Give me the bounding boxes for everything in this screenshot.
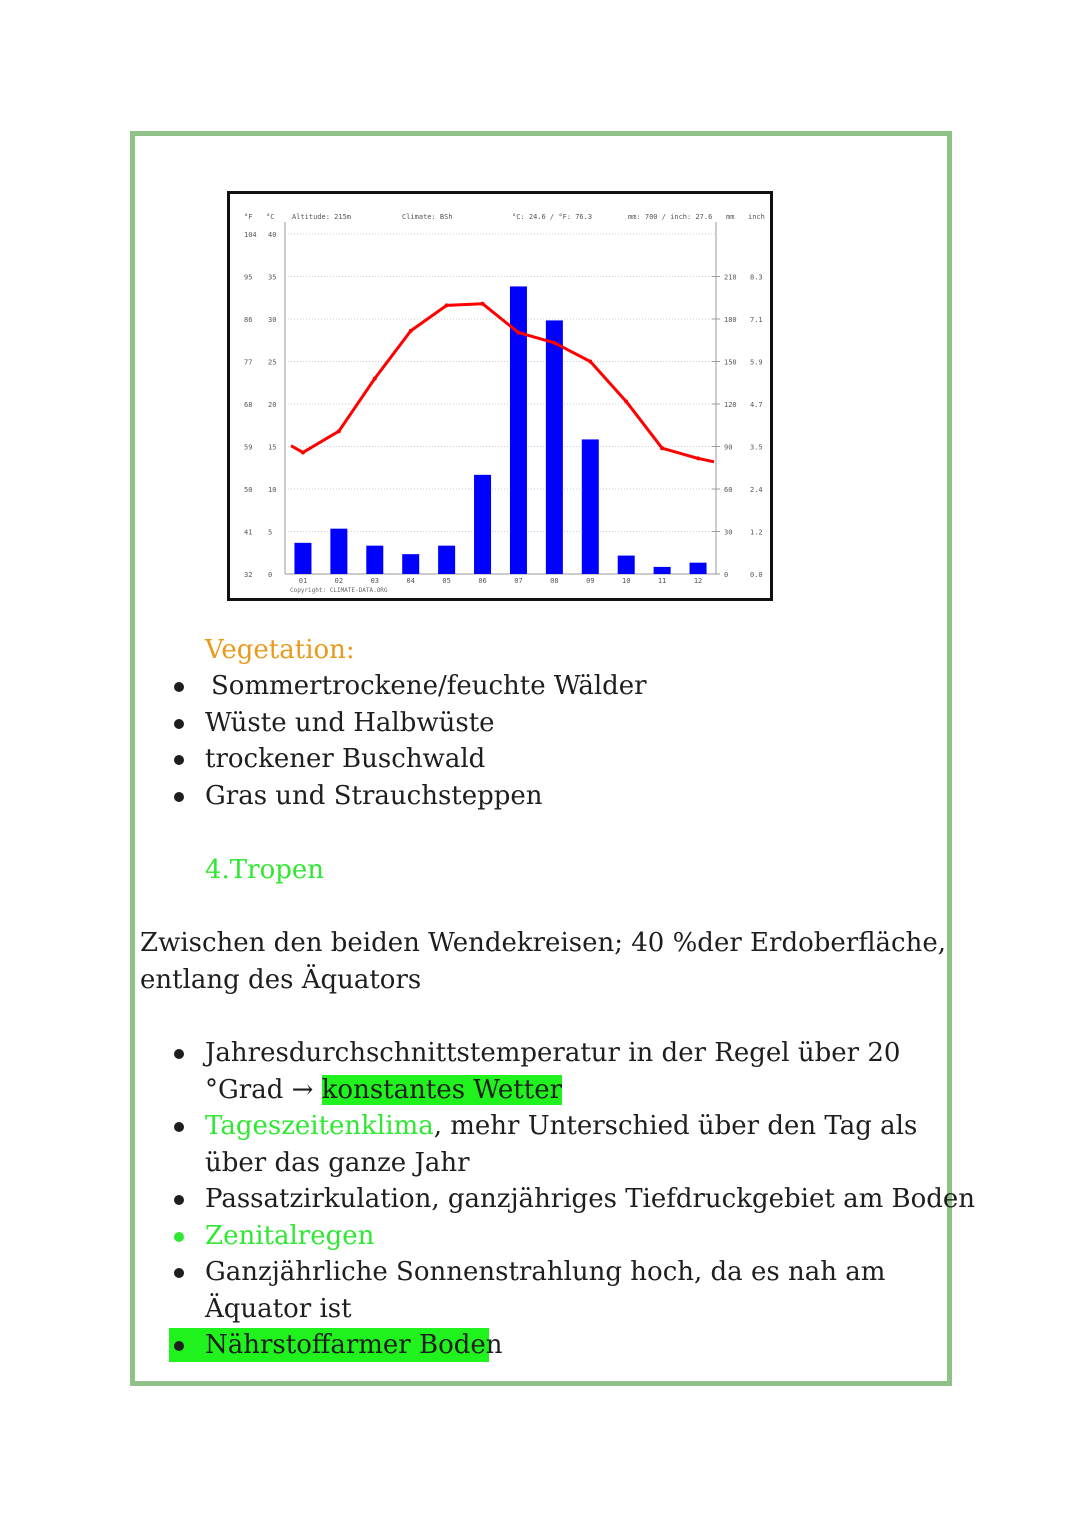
- temperature-point: [660, 446, 664, 450]
- list-item: [205, 1218, 975, 1255]
- month-tick-label: 05: [442, 577, 451, 585]
- celsius-tick-label: 15: [268, 443, 277, 452]
- precipitation-bar: [546, 320, 563, 574]
- climate-chart-svg: [230, 194, 770, 598]
- precipitation-bar: [654, 567, 671, 574]
- month-tick-label: 06: [478, 577, 487, 585]
- list-item-text: Passatzirkulation, ganzjähriges Tiefdruckgebiet am Boden: [205, 1184, 976, 1214]
- celsius-tick-label: 20: [268, 401, 277, 409]
- celsius-tick-label: 5: [268, 528, 273, 537]
- inch-tick-label: 0.0: [750, 571, 763, 579]
- climate-chart: [227, 191, 773, 601]
- mm-tick-label: 210: [724, 273, 737, 282]
- list-item: [211, 668, 647, 705]
- chart-copyright: Copyright: CLIMATE-DATA.ORG: [290, 587, 388, 594]
- list-item-text: trockener Buschwald: [205, 744, 486, 774]
- month-tick-label: 07: [514, 577, 523, 585]
- bullet-icon: [174, 1049, 184, 1059]
- list-item-text: Sommertrockene/feuchte Wälder: [211, 671, 647, 701]
- temperature-line: [291, 304, 714, 462]
- month-tick-label: 09: [586, 577, 595, 585]
- fahrenheit-tick-label: 32: [244, 571, 253, 579]
- fahrenheit-tick-label: 95: [244, 273, 253, 282]
- fahrenheit-tick-label: 59: [244, 443, 253, 452]
- inch-tick-label: 4.7: [750, 401, 763, 409]
- list-item-text: Jahresdurchschnittstemperatur in der Regel über 20: [205, 1038, 901, 1068]
- temperature-point: [516, 331, 520, 335]
- precipitation-bar: [366, 546, 383, 574]
- mm-tick-label: 60: [724, 486, 733, 494]
- green-term: Tageszeitenklima: [205, 1111, 434, 1141]
- list-item-text: Ganzjährliche Sonnenstrahlung hoch, da es nah am: [205, 1257, 886, 1287]
- list-item: [205, 1108, 975, 1181]
- temperature-point: [337, 429, 341, 433]
- list-item-text: Gras und Strauchsteppen: [205, 780, 543, 811]
- temperature-point: [445, 303, 449, 307]
- celsius-tick-label: 0: [268, 571, 273, 579]
- axis-unit-c: °C: [266, 213, 275, 221]
- temperature-point: [301, 450, 305, 454]
- fahrenheit-tick-label: 68: [244, 401, 253, 409]
- highlighted-text: konstantes Wetter: [321, 1074, 563, 1105]
- celsius-tick-label: 10: [268, 486, 277, 494]
- mm-tick-label: 90: [724, 443, 733, 452]
- celsius-tick-label: 35: [268, 273, 277, 282]
- inch-tick-label: 7.1: [750, 316, 763, 324]
- mm-tick-label: 150: [724, 358, 737, 367]
- precipitation-bar: [690, 563, 707, 574]
- bullet-icon: [174, 755, 184, 765]
- list-item: [205, 1035, 975, 1108]
- inch-tick-label: 5.9: [750, 358, 763, 367]
- header-climate: Climate: BSh: [402, 213, 453, 221]
- temperature-point: [552, 341, 556, 345]
- precipitation-bar: [438, 546, 455, 574]
- celsius-tick-label: 30: [268, 316, 277, 324]
- list-item-text: Nährstoffarmer Boden: [205, 1330, 503, 1360]
- vegetation-list: [211, 668, 647, 705]
- list-item: [205, 778, 543, 815]
- celsius-tick-label: 40: [268, 231, 277, 239]
- month-tick-label: 12: [693, 577, 703, 585]
- precipitation-bar: [582, 439, 599, 574]
- list-item-highlighted: [205, 1327, 975, 1364]
- header-altitude: Altitude: 215m: [292, 213, 352, 221]
- month-tick-label: 10: [621, 577, 631, 585]
- fahrenheit-tick-label: 41: [244, 528, 253, 537]
- temperature-point: [696, 456, 700, 460]
- celsius-tick-label: 25: [268, 358, 277, 367]
- vegetation-list-cont: [205, 705, 543, 815]
- list-item: [205, 705, 543, 742]
- bullet-icon: [174, 792, 184, 802]
- tropen-list: [205, 1035, 975, 1364]
- list-item: [205, 1181, 975, 1218]
- header-precipitation: mm: 700 / inch: 27.6: [628, 213, 713, 221]
- month-tick-label: 11: [657, 577, 667, 585]
- bullet-icon: [174, 1341, 184, 1351]
- tropen-intro-line2: entlang des Äquators: [140, 964, 422, 995]
- list-item-text: °Grad →: [205, 1074, 314, 1105]
- bullet-icon: [174, 1268, 184, 1278]
- temperature-point: [588, 360, 592, 364]
- fahrenheit-tick-label: 104: [244, 231, 257, 239]
- bullet-icon: [174, 719, 184, 729]
- list-item: [205, 741, 543, 778]
- month-tick-label: 04: [406, 577, 415, 585]
- bullet-icon: [174, 1122, 184, 1132]
- mm-tick-label: 120: [724, 401, 737, 409]
- vegetation-heading: Vegetation:: [205, 635, 355, 665]
- list-item-text: Äquator ist: [205, 1293, 352, 1324]
- inch-tick-label: 2.4: [750, 486, 763, 494]
- fahrenheit-tick-label: 50: [244, 486, 253, 494]
- inch-tick-label: 1.2: [750, 528, 763, 537]
- precipitation-bar: [474, 475, 491, 574]
- inch-tick-label: 8.3: [750, 273, 763, 282]
- header-temperature: °C: 24.6 / °F: 76.3: [512, 213, 593, 221]
- precipitation-bar: [294, 543, 311, 574]
- precipitation-bar: [330, 529, 347, 574]
- bullet-icon: [174, 1232, 184, 1242]
- axis-unit-inch: inch: [748, 213, 765, 221]
- month-tick-label: 03: [370, 577, 380, 585]
- month-tick-label: 08: [550, 577, 559, 585]
- bullet-icon: [174, 1195, 184, 1205]
- axis-unit-mm: mm: [726, 213, 735, 221]
- month-tick-label: 02: [334, 577, 344, 585]
- green-term: Zenitalregen: [205, 1220, 375, 1251]
- tropen-heading: 4.Tropen: [205, 855, 325, 885]
- list-item-text: , mehr Unterschied über den Tag als: [433, 1111, 918, 1141]
- fahrenheit-tick-label: 86: [244, 316, 253, 324]
- fahrenheit-tick-label: 77: [244, 358, 253, 367]
- temperature-point: [481, 302, 485, 306]
- axis-unit-f: °F: [244, 213, 253, 221]
- precipitation-bar: [618, 556, 635, 574]
- list-item-text: über das ganze Jahr: [205, 1147, 470, 1178]
- temperature-point: [409, 329, 413, 333]
- mm-tick-label: 180: [724, 316, 737, 324]
- mm-tick-label: 0: [724, 571, 729, 579]
- mm-tick-label: 30: [724, 528, 733, 537]
- inch-tick-label: 3.5: [750, 443, 763, 452]
- tropen-intro-line1: Zwischen den beiden Wendekreisen; 40 %der Erdoberfläche,: [140, 928, 946, 958]
- precipitation-bar: [402, 554, 419, 574]
- list-item: [205, 1254, 975, 1327]
- month-tick-label: 01: [298, 577, 308, 585]
- list-item-text: Wüste und Halbwüste: [205, 707, 495, 738]
- bullet-icon: [174, 682, 184, 692]
- temperature-point: [373, 377, 377, 381]
- temperature-point: [624, 399, 628, 403]
